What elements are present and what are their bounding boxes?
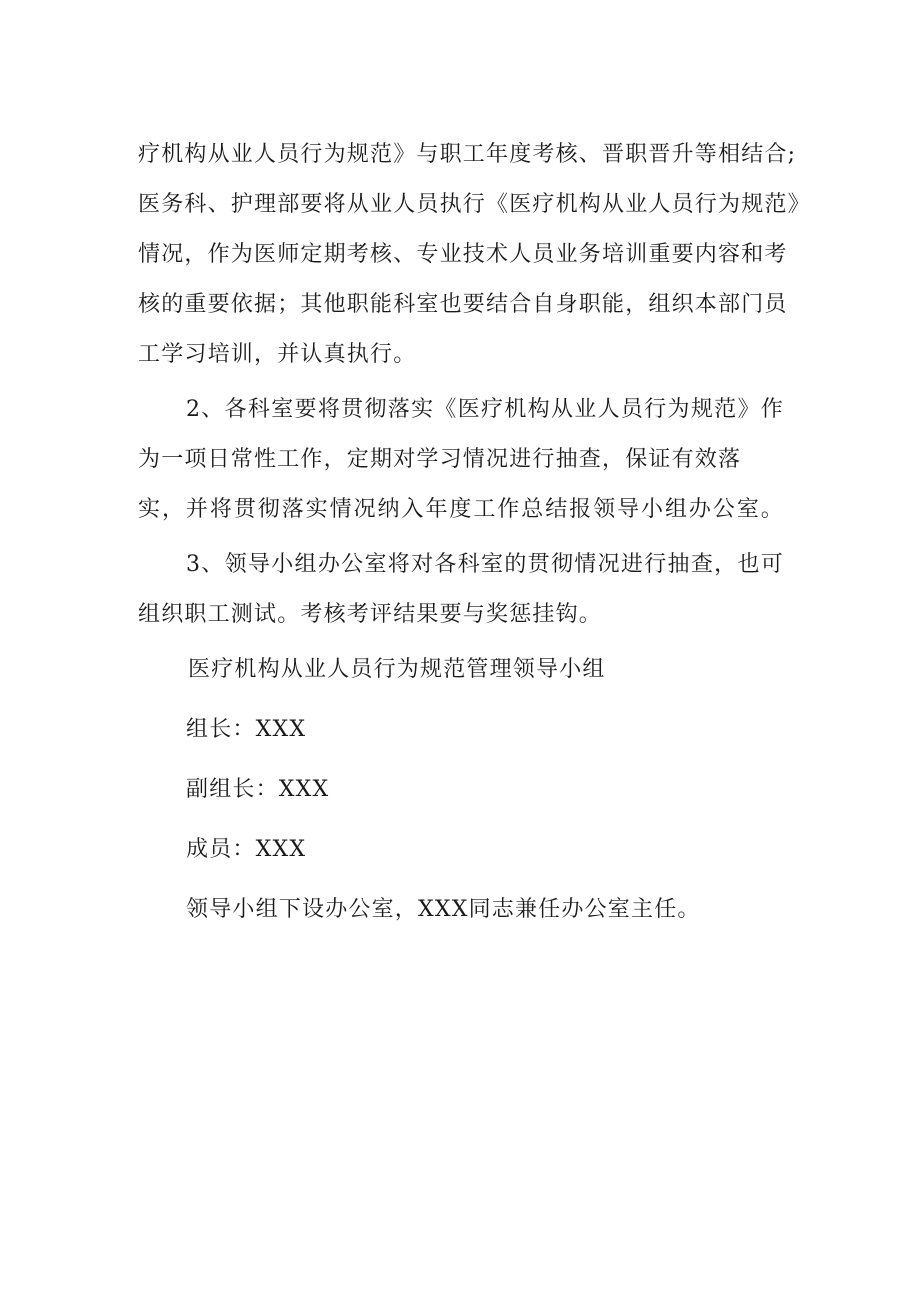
paragraph-1-line-1: 疗机构从业人员行为规范》与职工年度考核、晋职晋升等相结合; — [138, 142, 797, 167]
paragraph-2-line-2: 为一项日常性工作，定期对学习情况进行抽查，保证有效落 — [138, 447, 742, 472]
paragraph-3-line-1: 3、领导小组办公室将对各科室的贯彻情况进行抽查，也可 — [186, 552, 784, 577]
paragraph-2-line-3: 实，并将贯彻落实情况纳入年度工作总结报领导小组办公室。 — [138, 497, 784, 522]
paragraph-1-line-5: 工学习培训，并认真执行。 — [138, 342, 417, 367]
leader-line: 组长：XXX — [186, 717, 307, 742]
paragraph-2-line-1: 2、各科室要将贯彻落实《医疗机构从业人员行为规范》作 — [186, 397, 784, 422]
group-title: 医疗机构从业人员行为规范管理领导小组 — [188, 657, 606, 682]
members-line: 成员：XXX — [186, 837, 307, 862]
office-note-line: 领导小组下设办公室，XXX同志兼任办公室主任。 — [186, 897, 701, 922]
deputy-leader-line: 副组长：XXX — [186, 777, 330, 802]
paragraph-1-line-4: 核的重要依据；其他职能科室也要结合自身职能，组织本部门员 — [138, 292, 788, 317]
paragraph-3-line-2: 组织职工测试。考核考评结果要与奖惩挂钩。 — [138, 602, 603, 627]
paragraph-1-line-2: 医务科、护理部要将从业人员执行《医疗机构从业人员行为规范》 — [138, 192, 811, 217]
paragraph-1-line-3: 情况，作为医师定期考核、专业技术人员业务培训重要内容和考 — [138, 242, 788, 267]
